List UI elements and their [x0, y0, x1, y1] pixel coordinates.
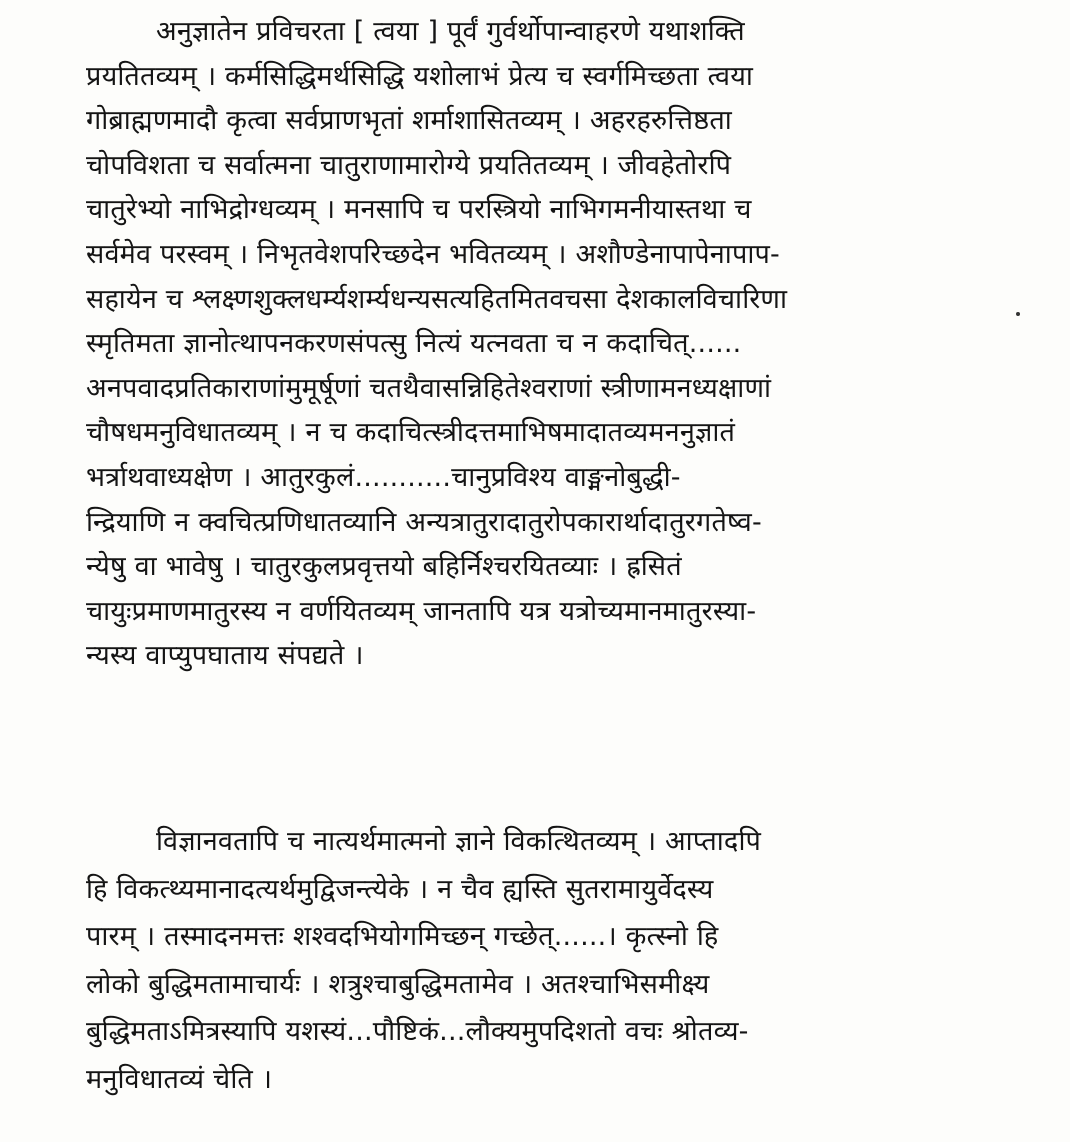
text-line: स्मृतिमता ज्ञानोत्थापनकरणसंपत्सु नित्यं यत्नवता च न कदाचित्...... — [86, 328, 742, 360]
paragraph-1 — [86, 10, 966, 679]
text-line: हि विकत्थ्यमानादत्यर्थमुद्विजन्त्येके । न चैव ह्यस्ति सुतरामायुर्वेदस्य — [86, 873, 714, 905]
scan-speck — [1016, 312, 1020, 316]
text-line: भर्त्राथवाध्यक्षेण । आतुरकुलं...........चानुप्रविश्य वाङ्मनोबुद्धी- — [86, 461, 681, 493]
text-line: न्द्रियाणि न क्वचित्प्रणिधातव्यानि अन्यत्रातुरादातुरोपकारार्थादातुरगतेष्व- — [86, 506, 762, 538]
text-line: अनुज्ञातेन प्रविचरता [ त्वया ] पूर्वं गुर्वर्थोपान्वाहरणे यथाशक्ति — [156, 16, 745, 47]
text-line: गोब्राह्मणमादौ कृत्वा सर्वप्राणभृतां शर्माशासितव्यम् । अहरहरुत्तिष्ठता — [86, 105, 732, 137]
text-line: चोपविशता च सर्वात्मना चातुराणामारोग्ये प्रयतितव्यम् । जीवहेतोरपि — [86, 149, 732, 181]
text-line: न्यस्य वाप्युपघाताय संपद्यते । — [86, 640, 364, 672]
text-line: चौषधमनुविधातव्यम् । न च कदाचित्स्त्रीदत्तमाभिषमादातव्यमननुज्ञातं — [86, 417, 736, 449]
text-line: बुद्धिमताऽमित्रस्यापि यशस्यं...पौष्टिकं...लौक्यमुपदिशतो वचः श्रोतव्य- — [86, 1016, 749, 1047]
text-line: चायुःप्रमाणमातुरस्य न वर्णयितव्यम् जानतापि यत्र यत्रोच्यमानमातुरस्या- — [86, 595, 757, 627]
text-line: अनपवादप्रतिकाराणांमुमूर्षूणां चतथैवासन्निहितेश्वराणां स्त्रीणामनध्यक्षाणां — [86, 372, 772, 404]
text-line: चातुरेभ्यो नाभिद्रोग्धव्यम् । मनसापि च परस्त्रियो नाभिगमनीयास्तथा च — [86, 194, 752, 226]
text-line: मनुविधातव्यं चेति । — [86, 1063, 273, 1095]
text-line: विज्ञानवतापि च नात्यर्थमात्मनो ज्ञाने विकत्थितव्यम् । आप्तादपि — [156, 826, 762, 857]
text-line: लोको बुद्धिमतामाचार्यः । शत्रुश्चाबुद्धिमतामेव । अतश्चाभिसमीक्ष्य — [86, 968, 710, 1000]
text-line: पारम् । तस्मादनमत्तः शश्वदभियोगमिच्छन् गच्छेत्......। कृत्स्नो हि — [86, 921, 719, 952]
text-line: सहायेन च श्लक्ष्णशुक्लधर्म्यशर्म्यधन्यसत्यहितमितवचसा देशकालविचारिणा — [86, 283, 788, 315]
paragraph-2 — [86, 818, 966, 1103]
text-line: प्रयतितव्यम् । कर्मसिद्धिमर्थसिद्धि यशोलाभं प्रेत्य च स्वर्गमिच्छता त्वया — [86, 60, 754, 92]
text-line: न्येषु वा भावेषु । चातुरकुलप्रवृत्तयो बहिर्निश्चरयितव्याः । ह्रसितं — [86, 551, 682, 583]
text-line: सर्वमेव परस्वम् । निभृतवेशपरिच्छदेन भवितव्यम् । अशौण्डेनापापेनापाप- — [86, 238, 780, 270]
